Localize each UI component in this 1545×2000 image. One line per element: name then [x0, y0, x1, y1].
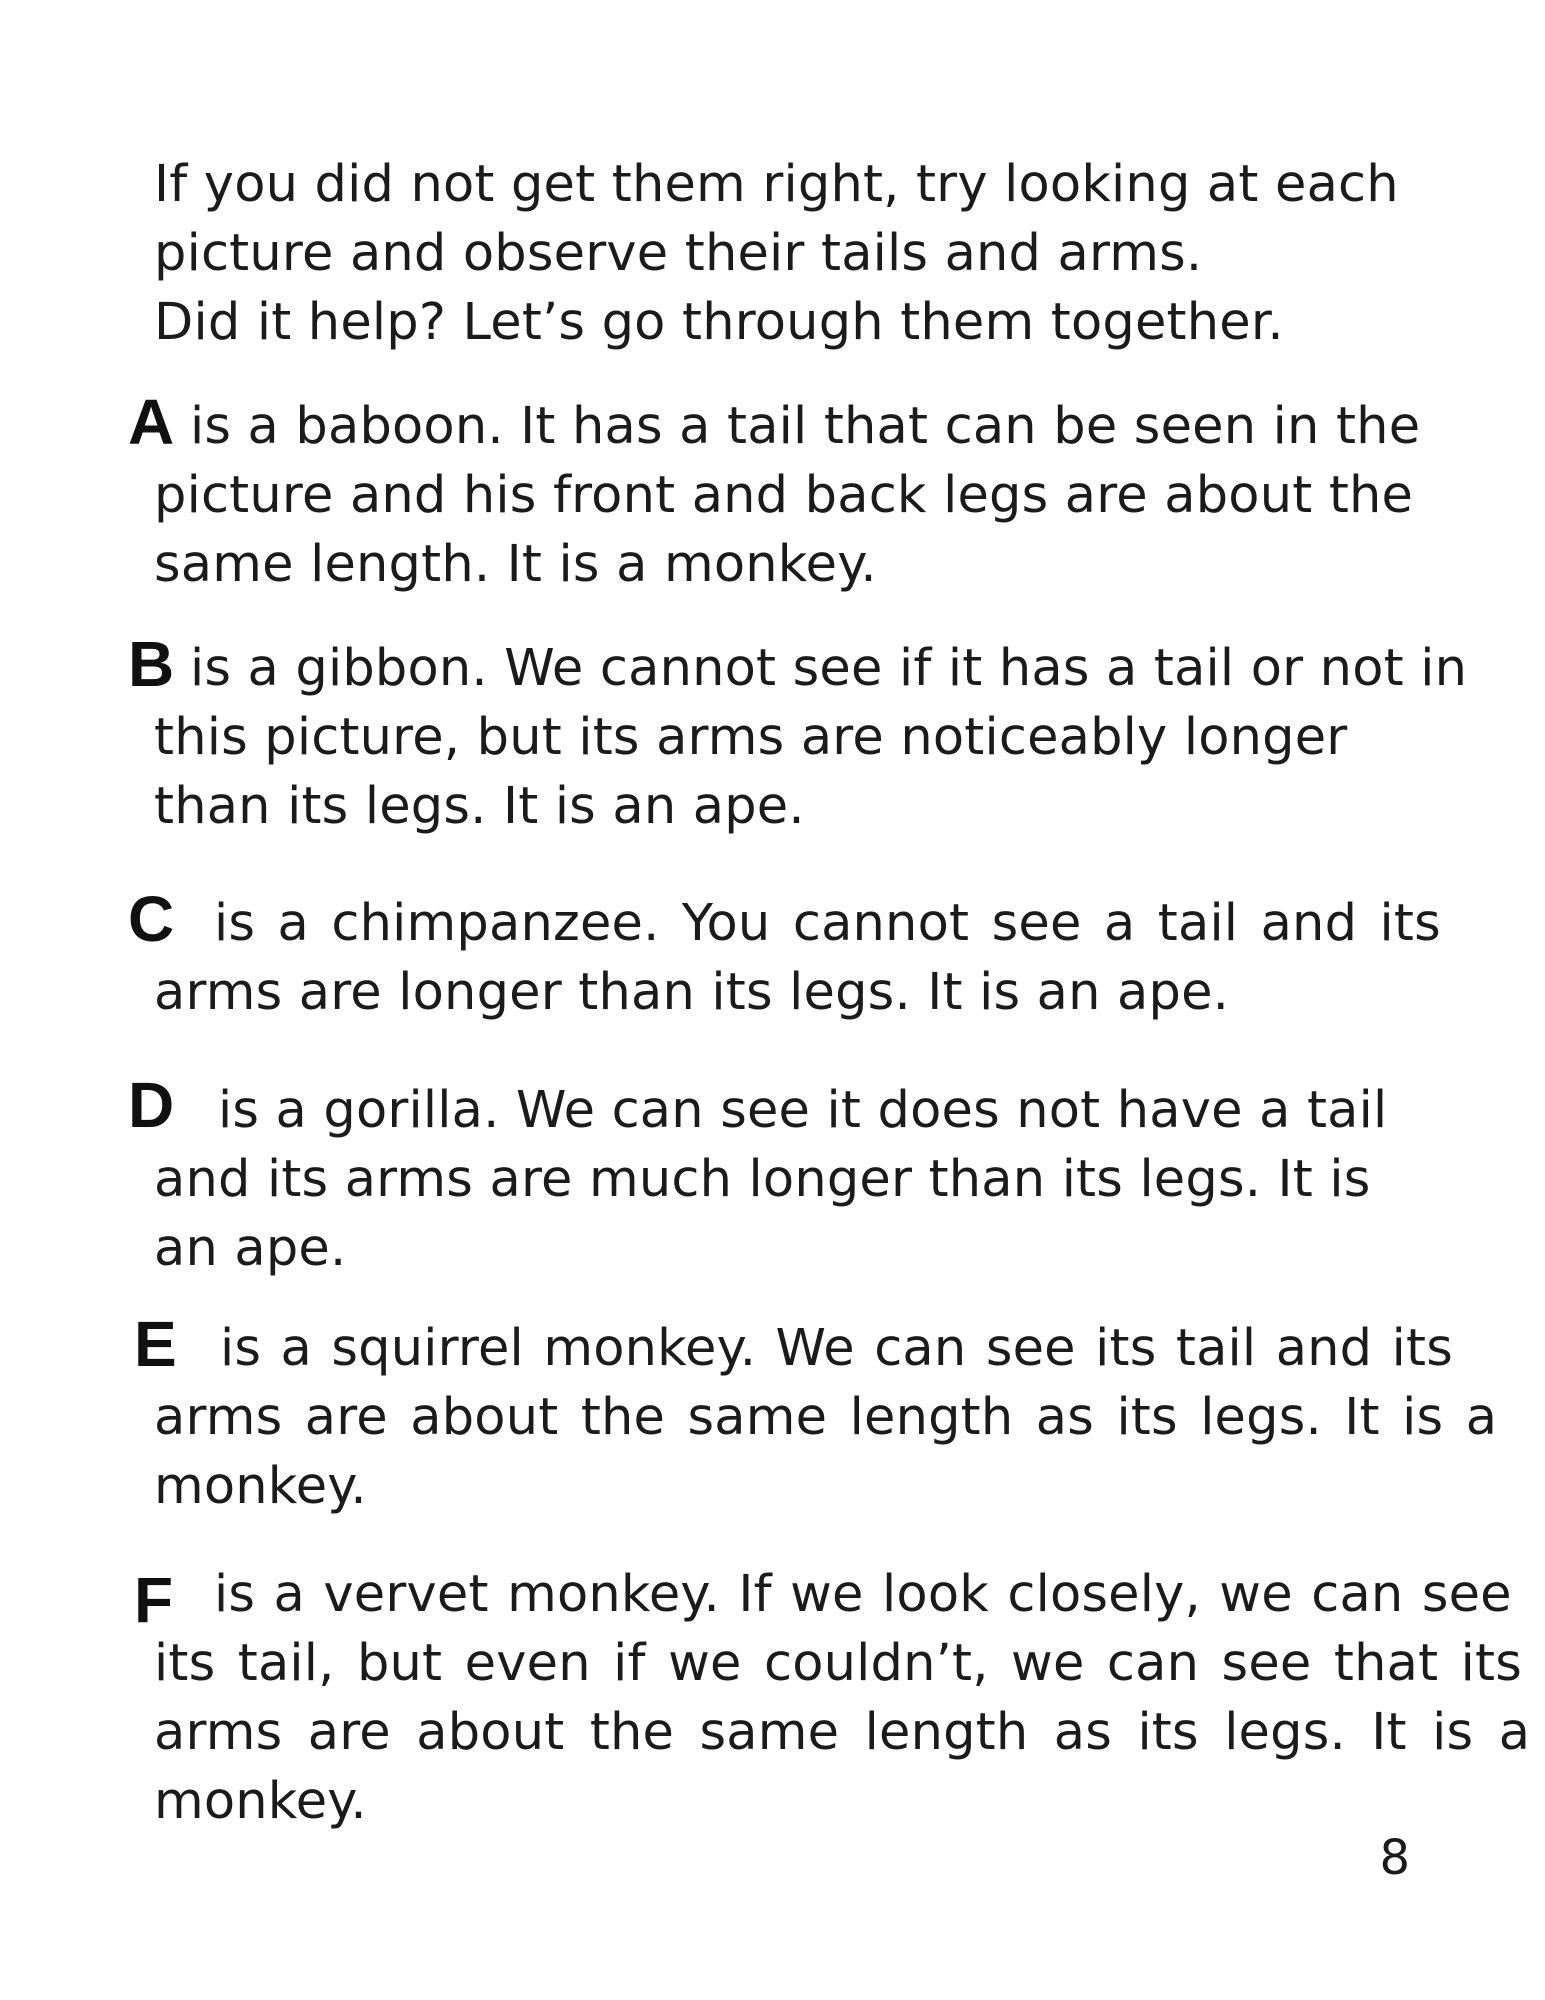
answer-letter-a: A	[128, 386, 175, 458]
answer-line: this picture, but its arms are noticeably longer	[154, 708, 1348, 767]
intro-line: Did it help? Let’s go through them together.	[154, 293, 1284, 352]
page-number: 8	[1379, 1830, 1410, 1886]
answer-line: is a gorilla. We can see it does not have a tail	[218, 1081, 1388, 1140]
answer-line: arms are about the same length as its legs. It is a	[154, 1703, 1531, 1762]
answer-line: arms are about the same length as its legs. It is a	[154, 1388, 1498, 1447]
answer-line: is a vervet monkey. If we look closely, we can see	[214, 1565, 1512, 1624]
answer-letter-f: F	[134, 1564, 174, 1636]
answer-line: monkey.	[154, 1772, 367, 1831]
answer-letter-e: E	[134, 1308, 177, 1380]
answer-letter-c: C	[128, 883, 175, 955]
intro-line: picture and observe their tails and arms.	[154, 224, 1203, 283]
answer-c-paragraph	[154, 889, 1441, 1027]
answer-line: is a gibbon. We cannot see if it has a tail or not in	[190, 639, 1468, 698]
answer-b-paragraph	[154, 634, 1468, 841]
answer-line: its tail, but even if we couldn’t, we can see that its	[154, 1634, 1523, 1693]
answer-letter-d: D	[128, 1069, 175, 1141]
answer-line: and its arms are much longer than its legs. It is	[154, 1150, 1371, 1209]
answer-line: same length. It is a monkey.	[154, 535, 877, 594]
answer-f-paragraph	[154, 1560, 1531, 1836]
answer-line: is a squirrel monkey. We can see its tail and its	[220, 1319, 1453, 1378]
answer-line: an ape.	[154, 1219, 347, 1278]
answer-line: arms are longer than its legs. It is an ape.	[154, 963, 1230, 1022]
answer-e-paragraph	[154, 1314, 1498, 1521]
answer-line: picture and his front and back legs are about the	[154, 466, 1414, 525]
answer-line: is a baboon. It has a tail that can be seen in the	[190, 397, 1421, 456]
intro-paragraph	[154, 150, 1399, 357]
answer-a-paragraph	[154, 392, 1421, 599]
answer-line: is a chimpanzee. You cannot see a tail and its	[214, 894, 1441, 953]
answer-line: than its legs. It is an ape.	[154, 777, 805, 836]
answer-d-paragraph	[154, 1076, 1394, 1283]
intro-line: If you did not get them right, try looking at each	[154, 155, 1399, 214]
answer-line: monkey.	[154, 1457, 367, 1516]
answer-letter-b: B	[128, 628, 175, 700]
